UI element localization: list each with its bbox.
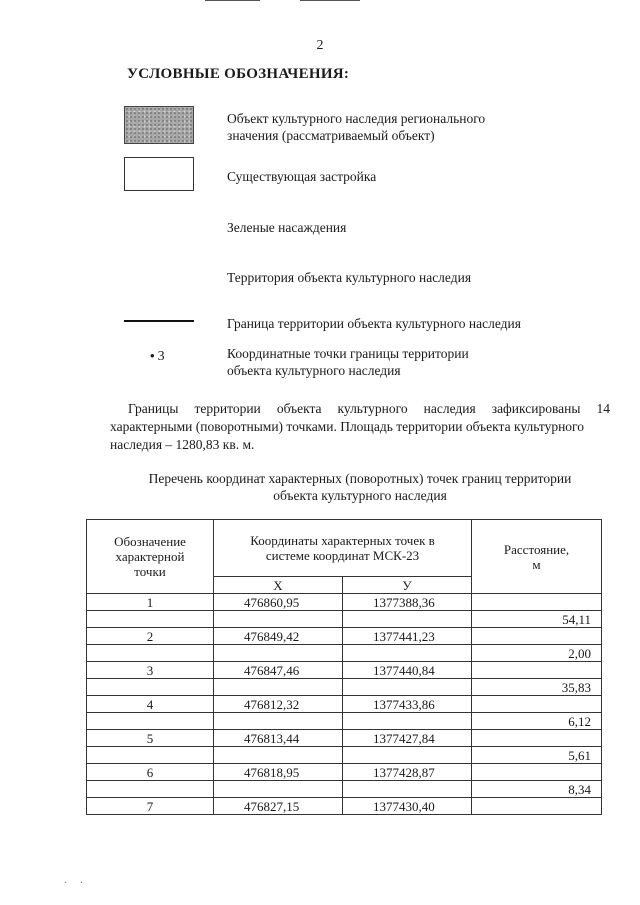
- distance-cell: 35,83: [472, 679, 602, 696]
- x-coordinate-cell: 476818,95: [214, 764, 343, 781]
- distance-cell: 54,11: [472, 611, 602, 628]
- header-line: Координаты характерных точек в: [250, 533, 435, 548]
- top-edge-line-right: [300, 0, 360, 1]
- table-row-point: [87, 696, 602, 713]
- table-row-point: [87, 662, 602, 679]
- header-line: Расстояние,: [503, 541, 570, 557]
- territory-description: [110, 400, 610, 454]
- word: территории: [194, 401, 261, 416]
- empty-cell: [343, 713, 472, 730]
- table-row-distance: [87, 645, 602, 662]
- header-coordinates: [214, 520, 472, 577]
- empty-cell: [343, 781, 472, 798]
- word: наследия: [423, 401, 476, 416]
- point-dot-icon: •: [150, 348, 155, 363]
- y-coordinate-cell: 1377427,84: [343, 730, 472, 747]
- paragraph-line-3: наследия – 1280,83 кв. м.: [110, 437, 255, 452]
- legend-label-heritage-territory: Территория объекта культурного наследия: [227, 270, 472, 285]
- distance-cell: 6,12: [472, 713, 602, 730]
- top-edge-line-left: [205, 0, 260, 1]
- empty-cell: [214, 747, 343, 764]
- legend-label-line: Координатные точки границы территории: [227, 346, 469, 361]
- table-title-line: объекта культурного наследия: [273, 488, 447, 503]
- table-row-point: [87, 798, 602, 815]
- existing-buildings-swatch: [124, 157, 194, 191]
- empty-cell: [343, 679, 472, 696]
- distance-empty-cell: [472, 730, 602, 747]
- table-row-distance: [87, 781, 602, 798]
- paragraph-line-2: характерными (поворотными) точками. Площадь территории объекта культурного: [110, 419, 585, 434]
- table-row-distance: [87, 611, 602, 628]
- page-number: 2: [316, 38, 324, 53]
- territory-boundary-line-swatch: [124, 320, 194, 322]
- distance-cell: 2,00: [472, 645, 602, 662]
- table-row-distance: [87, 679, 602, 696]
- empty-cell: [87, 747, 214, 764]
- point-name-cell: 6: [87, 764, 214, 781]
- table-row-point: [87, 594, 602, 611]
- distance-empty-cell: [472, 696, 602, 713]
- header-line: характерной: [115, 549, 185, 564]
- word: культурного: [337, 401, 408, 416]
- table-row-distance: [87, 747, 602, 764]
- legend-label-heritage-object: [227, 110, 485, 144]
- paragraph-line-1: [110, 400, 610, 418]
- point-name-cell: 1: [87, 594, 214, 611]
- table-row-point: [87, 628, 602, 645]
- header-x: X: [214, 577, 343, 594]
- distance-cell: 5,61: [472, 747, 602, 764]
- point-label: 3: [157, 349, 165, 364]
- x-coordinate-cell: 476812,32: [214, 696, 343, 713]
- x-coordinate-cell: 476813,44: [214, 730, 343, 747]
- header-line: точки: [134, 564, 166, 579]
- empty-cell: [214, 645, 343, 662]
- header-line: системе координат МСК-23: [265, 548, 420, 563]
- point-name-cell: 4: [87, 696, 214, 713]
- header-distance: [472, 520, 602, 594]
- empty-cell: [87, 645, 214, 662]
- empty-cell: [87, 781, 214, 798]
- legend-label-territory-boundary: Граница территории объекта культурного наследия: [227, 316, 521, 331]
- y-coordinate-cell: 1377441,23: [343, 628, 472, 645]
- y-coordinate-cell: 1377440,84: [343, 662, 472, 679]
- word: зафиксированы: [491, 401, 581, 416]
- word: Границы: [128, 401, 179, 416]
- empty-cell: [214, 611, 343, 628]
- empty-cell: [214, 679, 343, 696]
- empty-cell: [343, 645, 472, 662]
- empty-cell: [343, 611, 472, 628]
- point-name-cell: 7: [87, 798, 214, 815]
- scan-specks: · ·: [64, 878, 84, 889]
- table-row-distance: [87, 713, 602, 730]
- empty-cell: [87, 611, 214, 628]
- coordinates-table: [86, 519, 602, 815]
- point-name-cell: 5: [87, 730, 214, 747]
- y-coordinate-cell: 1377428,87: [343, 764, 472, 781]
- legend-label-line: объекта культурного наследия: [227, 363, 401, 378]
- legend-label-line: Объект культурного наследия регионального: [227, 111, 486, 126]
- empty-cell: [214, 781, 343, 798]
- table-row-point: [87, 730, 602, 747]
- header-line: Обозначение: [114, 534, 186, 549]
- heritage-object-swatch: [124, 106, 194, 144]
- y-coordinate-cell: 1377388,36: [343, 594, 472, 611]
- header-y: У: [343, 577, 472, 594]
- point-name-cell: 3: [87, 662, 214, 679]
- distance-empty-cell: [472, 594, 602, 611]
- empty-cell: [214, 713, 343, 730]
- legend-label-green-plantings: Зеленые насаждения: [227, 220, 347, 235]
- header-designation: [87, 520, 214, 594]
- empty-cell: [87, 679, 214, 696]
- legend-title: УСЛОВНЫЕ ОБОЗНАЧЕНИЯ:: [127, 66, 350, 82]
- distance-cell: 8,34: [472, 781, 602, 798]
- x-coordinate-cell: 476847,46: [214, 662, 343, 679]
- y-coordinate-cell: 1377433,86: [343, 696, 472, 713]
- table-title-line: Перечень координат характерных (поворотных) точек границ территории: [148, 471, 572, 486]
- table-title: [110, 470, 610, 504]
- y-coordinate-cell: 1377430,40: [343, 798, 472, 815]
- distance-empty-cell: [472, 798, 602, 815]
- distance-empty-cell: [472, 628, 602, 645]
- word: объекта: [276, 401, 322, 416]
- x-coordinate-cell: 476849,42: [214, 628, 343, 645]
- legend-label-coordinate-points: [227, 345, 469, 379]
- empty-cell: [343, 747, 472, 764]
- distance-empty-cell: [472, 662, 602, 679]
- x-coordinate-cell: 476860,95: [214, 594, 343, 611]
- header-line: м: [532, 556, 541, 572]
- x-coordinate-cell: 476827,15: [214, 798, 343, 815]
- empty-cell: [87, 713, 214, 730]
- table-row-point: [87, 764, 602, 781]
- legend-label-line: значения (рассматриваемый объект): [227, 128, 435, 143]
- coordinate-point-swatch: [150, 348, 165, 365]
- legend-label-existing-buildings: Существующая застройка: [227, 169, 377, 184]
- distance-empty-cell: [472, 764, 602, 781]
- word: 14: [596, 401, 610, 416]
- point-name-cell: 2: [87, 628, 214, 645]
